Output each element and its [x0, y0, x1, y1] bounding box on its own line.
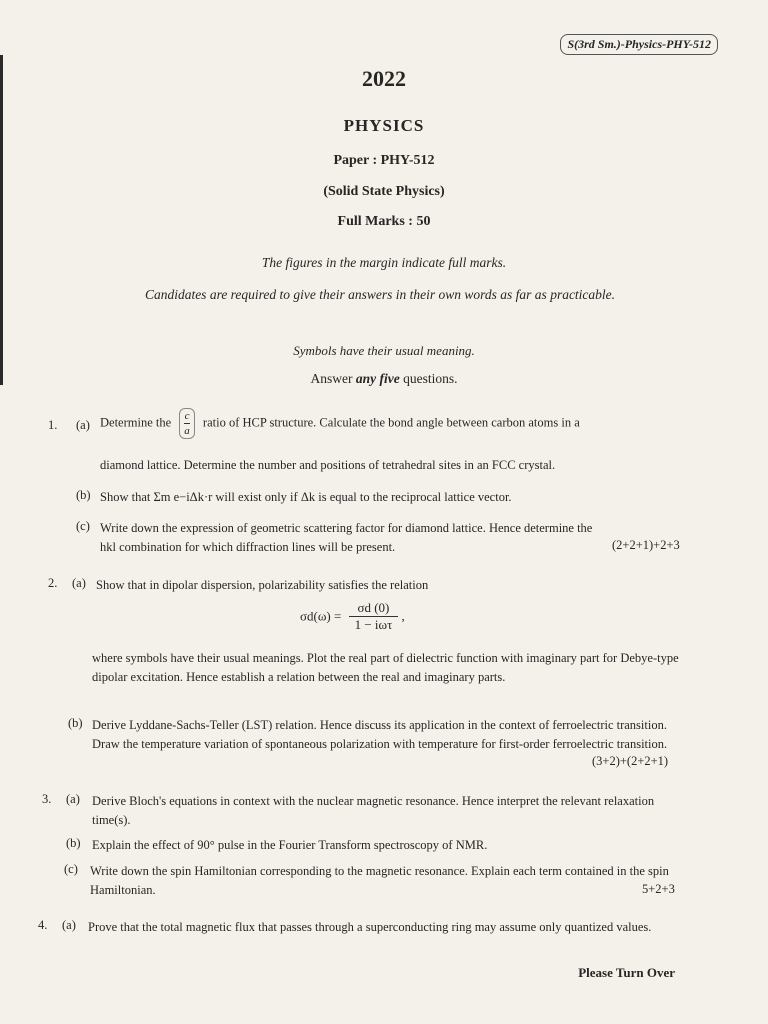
c-over-a-fraction — [179, 408, 195, 439]
q1-part-b-text: Show that Σm e−iΔk·r will exist only if Δk is equal to the reciprocal lattice vector. — [100, 490, 512, 504]
q2-part-b-paragraph: Derive Lyddane-Sachs-Teller (LST) relation. Hence discuss its application in the context of ferroelectric transition. Draw the temperature variation of spontaneous polarization with temperature for first-order ferroelectric transition. — [92, 718, 668, 751]
answer-instruction — [0, 371, 768, 387]
q2-part-b-label: (b) — [68, 716, 83, 730]
answer-suffix: questions. — [403, 371, 458, 386]
q1a-pre: Determine the — [100, 415, 172, 430]
equation-fraction — [349, 600, 399, 633]
equation-denominator: 1 − iωτ — [354, 617, 393, 632]
frac-denominator: a — [184, 425, 190, 437]
full-marks: Full Marks : 50 — [337, 214, 431, 229]
q3-part-a-label: (a) — [66, 792, 80, 806]
equation-comma: , — [401, 608, 405, 624]
exam-year: 2022 — [362, 66, 406, 91]
paper-code: Paper : PHY-512 — [333, 153, 435, 168]
q1-part-a-line1 — [100, 408, 710, 439]
q3-part-b-text: Explain the effect of 90° pulse in the Fourier Transform spectroscopy of NMR. — [92, 838, 488, 852]
frac-numerator: c — [184, 410, 190, 422]
paper-subtitle: (Solid State Physics) — [323, 184, 445, 199]
polarizability-equation — [300, 600, 405, 633]
q4-part-a-label: (a) — [62, 918, 76, 932]
q2-part-a-line1: Show that in dipolar dispersion, polarizability satisfies the relation — [96, 578, 429, 592]
own-words-note: Candidates are required to give their answers in their own words as far as practicable. — [144, 287, 616, 302]
symbols-note: Symbols have their usual meaning. — [293, 343, 475, 358]
q1-part-b-label: (b) — [76, 488, 91, 502]
please-turn-over: Please Turn Over — [578, 965, 675, 980]
q1a-post: ratio of HCP structure. Calculate the bond angle between carbon atoms in a — [202, 415, 580, 430]
question-1-number: 1. — [48, 418, 58, 432]
q1-part-c-line1: Write down the expression of geometric scattering factor for diamond lattice. Hence determine the — [100, 521, 593, 535]
question-3-number: 3. — [42, 792, 52, 806]
q1-part-c-label: (c) — [76, 519, 90, 533]
q3-part-c-paragraph: Write down the spin Hamiltonian corresponding to the magnetic resonance. Explain each term contained in the spin Hamiltonian. — [90, 864, 669, 897]
answer-prefix: Answer — [310, 371, 353, 386]
q3-part-a-paragraph: Derive Bloch's equations in context with the nuclear magnetic resonance. Hence interpret the relevant relaxation time(s). — [92, 794, 655, 827]
margin-note: The figures in the margin indicate full marks. — [261, 255, 507, 270]
q2-part-a-paragraph: where symbols have their usual meanings. Plot the real part of dielectric function with imaginary part for Debye-type dipolar excitation. Hence establish a relation between the real and imaginary parts. — [92, 651, 679, 684]
q3-part-b-label: (b) — [66, 836, 81, 850]
q1-part-c-line2: hkl combination for which diffraction lines will be present. — [100, 540, 396, 554]
q3-part-c-label: (c) — [64, 862, 78, 876]
q3-marks: 5+2+3 — [642, 882, 675, 896]
answer-emphasis: any five — [355, 371, 400, 386]
question-2-number: 2. — [48, 576, 58, 590]
q2-marks: (3+2)+(2+2+1) — [592, 754, 669, 768]
equation-lhs: σd(ω) = — [300, 608, 342, 624]
q4-part-a-paragraph: Prove that the total magnetic flux that passes through a superconducting ring may assume only quantized values. — [88, 920, 652, 934]
q1-part-a-line2: diamond lattice. Determine the number and positions of tetrahedral sites in an FCC crystal. — [100, 458, 556, 472]
q1-marks: (2+2+1)+2+3 — [612, 538, 680, 552]
question-4-number: 4. — [38, 918, 48, 932]
paper-code-box: S(3rd Sm.)-Physics-PHY-512 — [560, 34, 718, 55]
q1-part-a-label: (a) — [76, 418, 90, 432]
subject-title: PHYSICS — [343, 116, 425, 135]
equation-numerator: σd (0) — [349, 600, 399, 617]
q2-part-a-label: (a) — [72, 576, 86, 590]
